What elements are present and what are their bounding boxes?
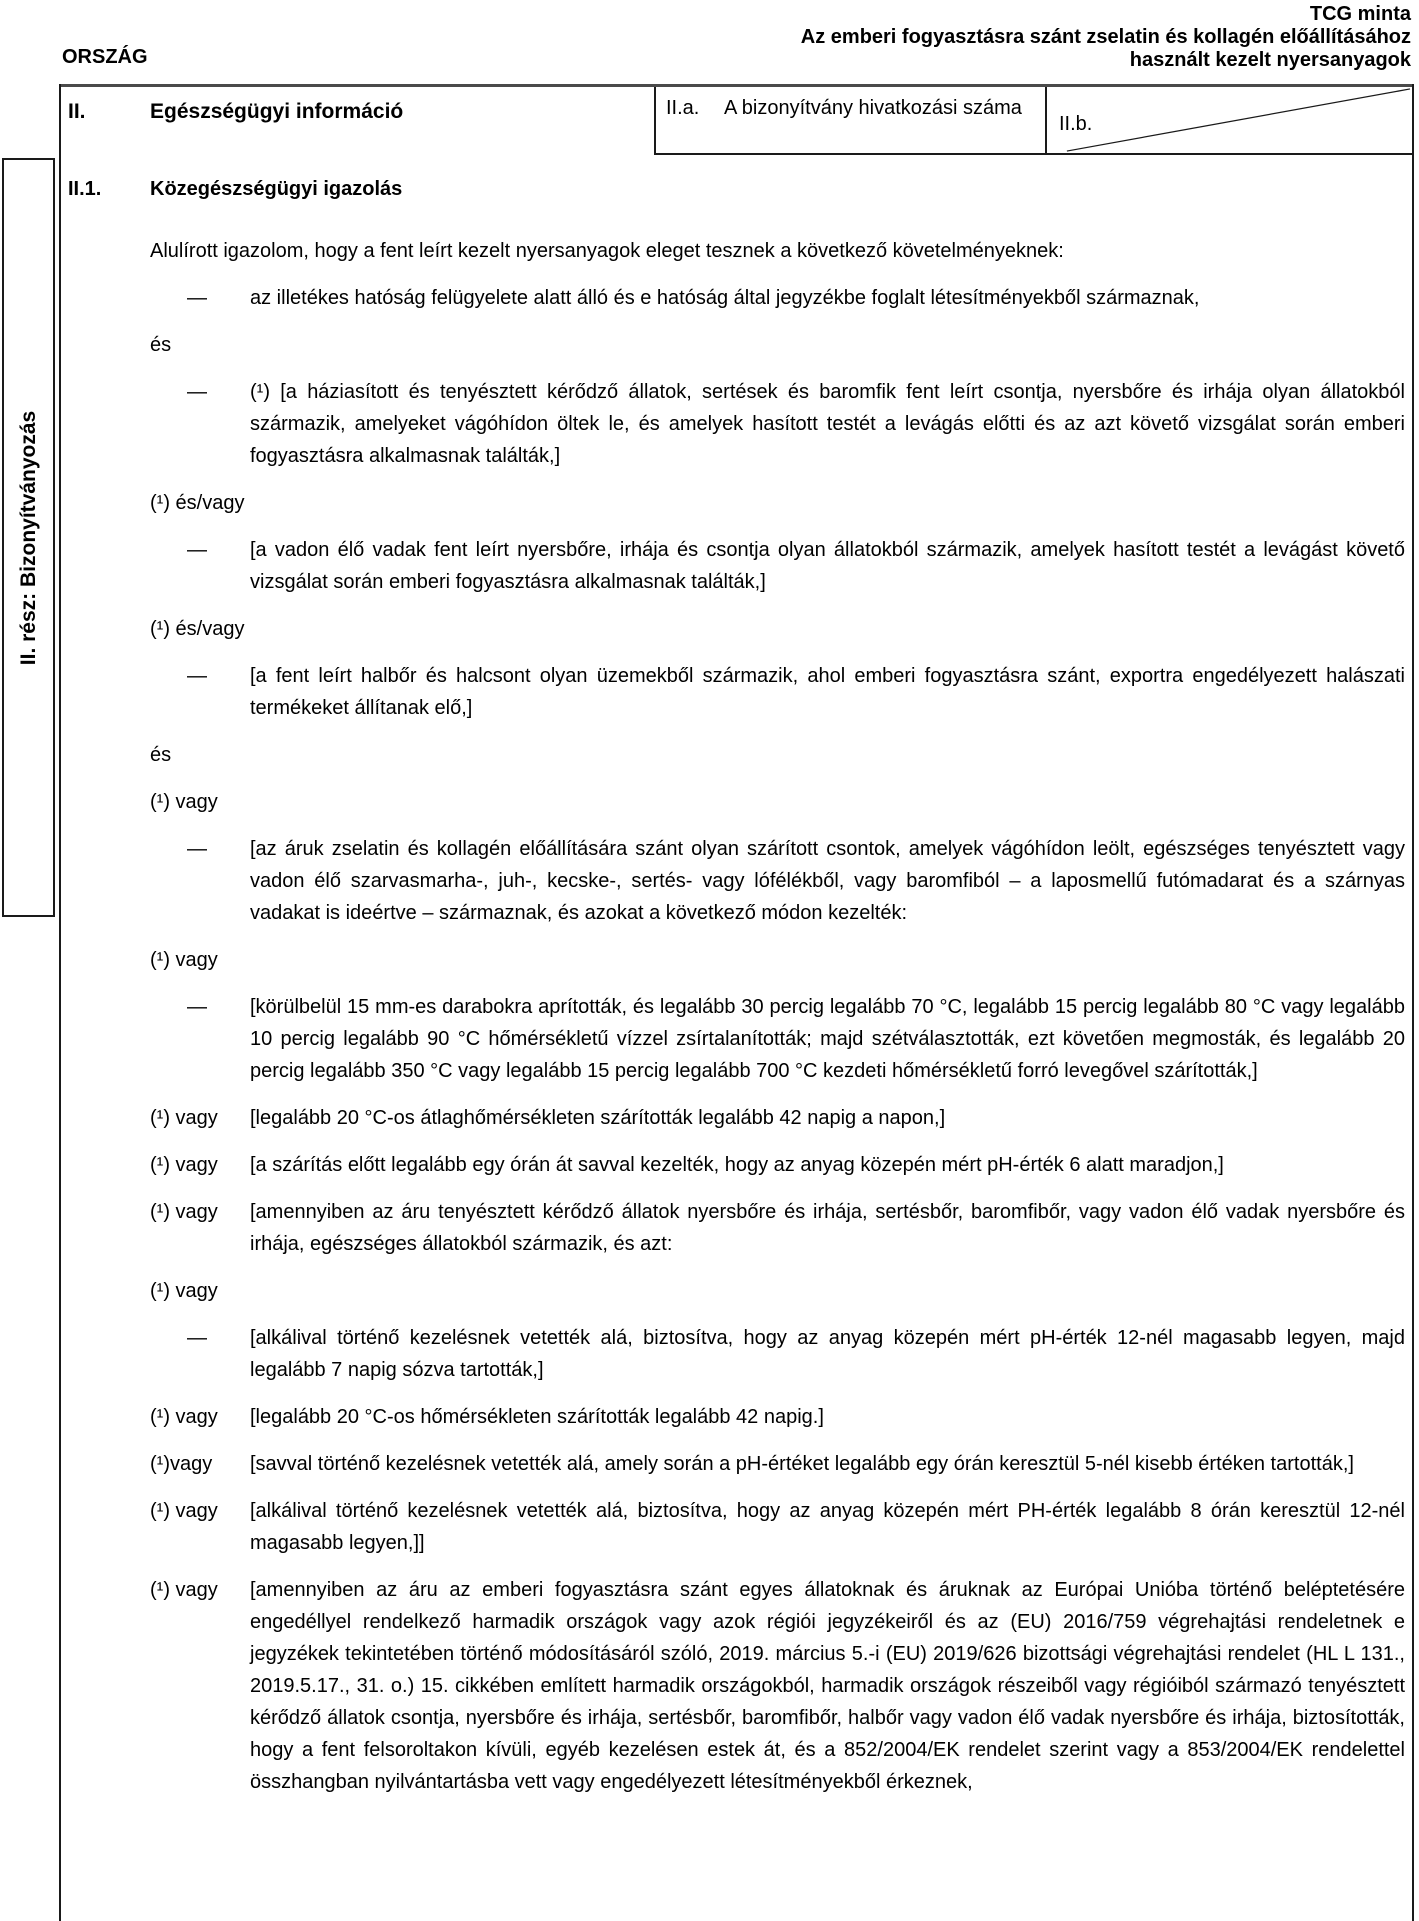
row-text: [savval történő kezelésnek vetették alá, amely során a pH-értéket legalább egy órán keresztül 5-nél kisebb értéken tartották,]: [250, 1453, 1354, 1475]
option-item-row: [150, 1401, 1405, 1433]
option-label-row: [150, 1275, 1405, 1307]
row-text: [körülbelül 15 mm-es darabokra aprították, és legalább 30 percig legalább 70 °C, legalább 15 percig legalább 80 °C vagy legalább 10 percig legalább 90 °C hőmérsékletű vízzel zsírtalanították; majd szétválasztották, ezt követően megmosták, és legalább 20 percig legalább 350 °C vagy legalább 15 percig legalább 700 °C kezdeti hőmérsékletű forró levegővel szárították,]: [250, 996, 1405, 1082]
header-section-number: II.: [68, 100, 86, 123]
option-label: (¹) vagy: [150, 1406, 218, 1428]
option-label-row: [150, 329, 1405, 361]
section-heading-number: II.1.: [68, 178, 102, 200]
option-item-row: [150, 1149, 1405, 1181]
dash-bullet: —: [187, 539, 207, 561]
dash-item-row: [150, 282, 1405, 314]
doc-type-label: TCG minta: [1309, 3, 1411, 25]
dash-bullet: —: [187, 665, 207, 687]
table-left-border: [59, 84, 61, 1921]
diagonal-strike-line: [1047, 87, 1412, 153]
row-text: [alkálival történő kezelésnek vetették alá, biztosítva, hogy az anyag közepén mért PH-érték legalább 8 órán keresztül 12-nél magasabb legyen,]]: [250, 1500, 1405, 1554]
option-label: (¹) vagy: [150, 1201, 218, 1223]
row-text: az illetékes hatóság felügyelete alatt álló és e hatóság által jegyzékbe foglalt létesítményekből származnak,: [250, 287, 1200, 309]
intro-row: [150, 235, 1405, 267]
row-text: [a szárítás előtt legalább egy órán át savval kezelték, hogy az anyag közepén mért pH-érték 6 alatt maradjon,]: [250, 1154, 1224, 1176]
option-label-row: [150, 944, 1405, 976]
row-text: [alkálival történő kezelésnek vetették alá, biztosítva, hogy az anyag közepén mért pH-érték 12-nél magasabb legyen, majd legalább 7 napig sózva tartották,]: [250, 1327, 1405, 1381]
header-section-title: Egészségügyi információ: [150, 100, 404, 123]
option-label-row: [150, 487, 1405, 519]
option-label: és: [150, 334, 172, 356]
section-heading-title: Közegészségügyi igazolás: [150, 178, 403, 200]
dash-item-row: [150, 660, 1405, 724]
option-label: (¹) vagy: [150, 1154, 218, 1176]
dash-item-row: [150, 376, 1405, 472]
certificate-content: [68, 173, 1405, 1813]
row-text: [a vadon élő vadak fent leírt nyersbőre, irhája és csontja olyan állatokból származik, amelyek hasított testét a levágást követő vizsgálat során emberi fogyasztásra alkalmasnak találták,]: [250, 539, 1405, 593]
option-item-row: [150, 1574, 1405, 1798]
option-label-row: [150, 786, 1405, 818]
option-item-row: [150, 1196, 1405, 1260]
option-item-row: [150, 1495, 1405, 1559]
row-text: Alulírott igazolom, hogy a fent leírt kezelt nyersanyagok eleget tesznek a következő követelményeknek:: [150, 240, 1064, 262]
dash-bullet: —: [187, 996, 207, 1018]
certificate-ref-cell: [654, 87, 1045, 155]
health-info-header: [68, 100, 403, 124]
doc-subtitle-line1: Az emberi fogyasztásra szánt zselatin és kollagén előállításához: [800, 26, 1411, 48]
doc-title-block: [801, 3, 1411, 72]
option-item-row: [150, 1448, 1405, 1480]
option-item-row: [150, 1102, 1405, 1134]
dash-bullet: —: [187, 381, 207, 403]
part-sidebar-label: II. rész: Bizonyítványozás: [16, 410, 40, 665]
row-text: [legalább 20 °C-os átlaghőmérsékleten szárították legalább 42 napig a napon,]: [250, 1107, 946, 1129]
option-label: (¹) vagy: [150, 1500, 218, 1522]
row-text: [az áruk zselatin és kollagén előállítására szánt olyan szárított csontok, amelyek vágóhídon leölt, egészséges tenyésztett vagy vadon élő szarvasmarha-, juh-, kecske-, sertés- vagy lófélékből, vagy baromfiból – a laposmellű futómadarat és a szárnyas vadakat is ideértve – származnak, és azokat a következő módon kezelték:: [250, 838, 1405, 924]
option-label: (¹) vagy: [150, 1107, 218, 1129]
table-right-border: [1412, 84, 1414, 1921]
option-label: (¹)vagy: [150, 1453, 213, 1475]
option-label: (¹) vagy: [150, 1280, 218, 1302]
dash-bullet: —: [187, 287, 207, 309]
option-label: és: [150, 744, 172, 766]
row-text: [amennyiben az áru az emberi fogyasztásra szánt egyes állatoknak és áruknak az Európai Unióba történő beléptetésére engedéllyel rendelkező harmadik országok vagy azok régiói jegyzékeiről és az (EU) 2016/759 végrehajtási rendeletnek e jegyzékek tekintetében történő módosításáról szóló, 2019. március 5.-i (EU) 2019/626 bizottsági végrehajtási rendelet (HL L 131., 2019.5.17., 31. o.) 15. cikkében említett harmadik országokból, harmadik országok részeiből vagy régióiból származó tenyésztett kérődző állatok csontja, nyersbőre és irhája, sertésbőr, baromfibőr, halbőr vagy vadon élő vadak nyersbőre és irhája, biztosították, hogy a fent felsoroltakon kívüli, egyéb kezelésen estek át, és a 852/2004/EK rendelet szerint vagy a 853/2004/EK rendelettel összhangban nyilvántartásba vett vagy engedélyezett létesítményekből érkeznek,: [250, 1579, 1405, 1793]
option-label: (¹) vagy: [150, 791, 218, 813]
option-label-row: [150, 613, 1405, 645]
row-text: [legalább 20 °C-os hőmérsékleten szárították legalább 42 napig.]: [250, 1406, 824, 1428]
option-label: (¹) vagy: [150, 949, 218, 971]
ref-cell-label: A bizonyítvány hivatkozási száma: [724, 97, 1022, 119]
section-heading: [68, 173, 1405, 205]
dash-item-row: [150, 991, 1405, 1087]
row-text: (¹) [a háziasított és tenyésztett kérődző állatok, sertések és baromfik fent leírt csontja, nyersbőre és irhája olyan állatokból származik, amelyeket vágóhídon öltek le, és amelyek hasított testét a levágás előtti és az azt követő vizsgálat során emberi fogyasztásra alkalmasnak találták,]: [250, 381, 1405, 467]
dash-bullet: —: [187, 838, 207, 860]
iib-cell-label: II.b.: [1059, 113, 1093, 135]
ref-cell-number: II.a.: [666, 97, 700, 119]
country-label: ORSZÁG: [62, 46, 148, 68]
option-label-row: [150, 739, 1405, 771]
doc-subtitle-line2: használt kezelt nyersanyagok: [1129, 49, 1411, 71]
row-text: [a fent leírt halbőr és halcsont olyan üzemekből származik, ahol emberi fogyasztásra szánt, exportra engedélyezett halászati termékeket állítanak elő,]: [250, 665, 1405, 719]
certification-rows: [150, 235, 1405, 1798]
option-label: (¹) és/vagy: [150, 618, 245, 640]
dash-item-row: [150, 534, 1405, 598]
row-text: [amennyiben az áru tenyésztett kérődző állatok nyersbőre és irhája, sertésbőr, baromfibőr, vagy vadon élő vadak nyersbőre és irhája, egészséges állatokból származik, és azt:: [250, 1201, 1405, 1255]
dash-bullet: —: [187, 1327, 207, 1349]
option-label: (¹) vagy: [150, 1579, 218, 1601]
option-label: (¹) és/vagy: [150, 492, 245, 514]
dash-item-row: [150, 1322, 1405, 1386]
dash-item-row: [150, 833, 1405, 929]
iib-cell: [1045, 87, 1412, 155]
part-sidebar-box: [2, 158, 55, 917]
